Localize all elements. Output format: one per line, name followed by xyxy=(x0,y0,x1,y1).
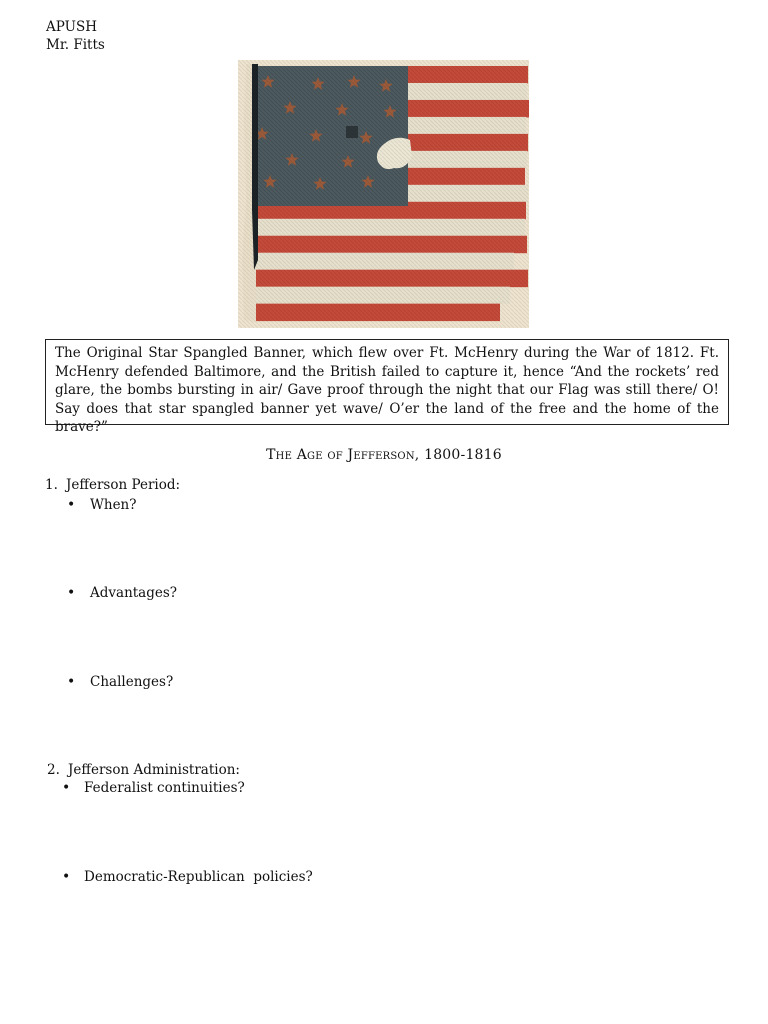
question-number: 2. xyxy=(47,762,60,778)
flag-caption-text: The Original Star Spangled Banner, which flew over Ft. McHenry during the War of 1812. Ft. McHenry defended Baltimore, and the British failed to capture it, hence “And the rockets’ red glare, the bombs bursting in air/ Gave proof through the night that our Flag was still there/ O! Say does that star spangled banner yet wave/ O’er the land of the free and the home of the brave?” xyxy=(55,345,719,436)
bullet-dot-icon: • xyxy=(67,497,76,513)
flag-image xyxy=(238,60,529,328)
section-title-main: The Age of Jefferson xyxy=(266,447,415,463)
flag-caption-box xyxy=(45,339,729,436)
question-2 xyxy=(47,761,240,779)
section-title xyxy=(0,447,768,463)
section-title-dates: , 1800-1816 xyxy=(414,447,502,463)
question-1 xyxy=(45,476,180,494)
bullet-text: Democratic-Republican policies? xyxy=(84,869,313,885)
bullet-text: Challenges? xyxy=(90,674,174,690)
course-name: APUSH xyxy=(46,19,97,35)
bullet-text: Advantages? xyxy=(90,585,178,601)
bullet-text: When? xyxy=(90,497,137,513)
bullet-text: Federalist continuities? xyxy=(84,780,245,796)
bullet-dot-icon: • xyxy=(67,674,76,690)
question-label: Jefferson Period: xyxy=(66,477,181,493)
question-label: Jefferson Administration: xyxy=(68,762,240,778)
bullet-dot-icon: • xyxy=(62,780,71,796)
teacher-name: Mr. Fitts xyxy=(46,37,105,53)
star-spangled-banner-illustration xyxy=(238,60,529,328)
bullet-dot-icon: • xyxy=(62,869,71,885)
bullet-dot-icon: • xyxy=(67,585,76,601)
question-number: 1. xyxy=(45,477,58,493)
